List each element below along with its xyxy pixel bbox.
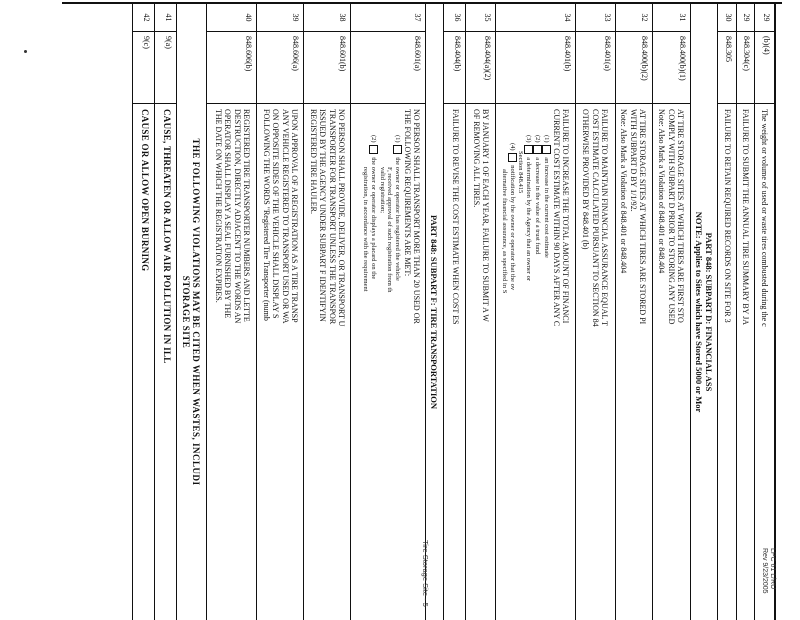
row-text xyxy=(207,104,256,620)
row-text xyxy=(466,104,495,620)
option-text: F, received approval of such registration from th xyxy=(386,167,394,293)
row-section: 848.606(b) xyxy=(207,32,256,104)
row-line: ANY VEHICLE REGISTERED TO TRANSPORT USED OR WA xyxy=(280,109,290,324)
part-d-note: NOTE: Applies to Sites which have Stored 5000 or Mor xyxy=(694,211,704,413)
row-text: CAUSE OR ALLOW OPEN BURNING xyxy=(140,109,150,272)
closing-banner-line: THE FOLLOWING VIOLATIONS MAY BE CITED WHEN WASTES, INCLUDI xyxy=(191,138,201,486)
option-line xyxy=(369,109,378,620)
option-text: notification by the owner or operator that the ov xyxy=(508,165,516,291)
option-line xyxy=(542,109,551,620)
form-revision: Rev 9/23/2005 xyxy=(761,548,768,594)
row-line: REGISTERED TIRE HAULER. xyxy=(309,109,319,214)
table-row xyxy=(132,4,154,620)
row-text: CAUSE, THREATEN OR ALLOW AIR POLLUTION IN ILL xyxy=(162,109,172,364)
row-line: REGISTERED TIRE TRANSPORTER NUMBERS AND LETTE xyxy=(242,109,251,322)
table-row xyxy=(154,4,176,620)
option-label: (1) xyxy=(394,135,402,143)
checkbox[interactable] xyxy=(369,145,378,154)
row-number: 33 xyxy=(576,4,615,32)
row-number: 35 xyxy=(466,4,495,32)
part-d-banner xyxy=(690,4,717,620)
row-text: FAILURE TO RETAIN REQUIRED RECORDS ON SITE FOR 3 xyxy=(723,109,732,323)
row-line: UPON APPROVAL OF A REGISTRATION AS A TIRE TRANSP xyxy=(290,109,299,323)
row-number: 40 xyxy=(207,4,256,32)
row-line: Note: Also Mark a Violation of 848.401 or 848.404 xyxy=(619,109,629,274)
row-text xyxy=(576,104,615,620)
option-label: (2) xyxy=(534,135,542,143)
row-number: 32 xyxy=(616,4,652,32)
option-label: (2) xyxy=(370,135,378,143)
row-section: 848.601(a) xyxy=(351,32,425,104)
option-text: alternative financial assurance, as specified in S xyxy=(500,169,508,294)
table-row xyxy=(256,4,303,620)
row-section: 848.305 xyxy=(718,32,736,104)
table-row xyxy=(736,4,754,620)
table-row xyxy=(495,4,575,620)
row-text xyxy=(351,104,425,620)
table-row xyxy=(754,4,774,620)
row-line: COMPLY WITH SUBPART D PRIOR TO STORING ANY USED xyxy=(666,109,676,325)
row-section: 9(c) xyxy=(133,32,154,104)
part-f-title: PART 848: SUBPART F: TIRE TRANSPORTATION xyxy=(429,214,439,410)
row-line: CURRENT COST ESTIMATE WITHIN 90 DAYS AFTER ANY C xyxy=(551,109,561,327)
option-text: an increase in the current cost estimate xyxy=(543,157,551,258)
row-line: THE DATE ON WHICH THE REGISTRATION EXPIRES. xyxy=(214,109,224,303)
option-text: valid registration; xyxy=(378,167,386,214)
table-row xyxy=(652,4,690,620)
option-text: registration, in accordance with the requirement xyxy=(362,167,370,292)
row-number: 37 xyxy=(351,4,425,32)
row-text: The weight or volume of used or waste tires combusted during the c xyxy=(760,109,769,327)
option-text: a decrease in the value of a trust fund xyxy=(534,157,542,255)
row-line: FAILURE TO MAINTAIN FINANCIAL ASSURANCE EQUAL T xyxy=(600,109,609,326)
row-line: OF REMOVING ALL TIRES. xyxy=(471,109,481,208)
row-section: 848.401(b) xyxy=(496,32,575,104)
form-identifier xyxy=(760,548,776,594)
row-line: AT TIRE STORAGE SITES AT WHICH TIRES ARE STORED PI xyxy=(638,109,647,325)
row-line: Note: Also Mark a Violation of 848.401 or 848.404 xyxy=(657,109,667,274)
row-section: 848.404(b) xyxy=(444,32,465,104)
row-line: NO PERSON SHALL PROVIDE, DELIVER, OR TRANSPORT U xyxy=(337,109,346,327)
part-f-banner xyxy=(425,4,443,620)
table-top-rule xyxy=(774,4,782,620)
checkbox[interactable] xyxy=(508,153,517,162)
row-number: 39 xyxy=(257,4,303,32)
table-row xyxy=(615,4,652,620)
row-text xyxy=(444,104,465,620)
row-section: (b)(4) xyxy=(755,32,774,104)
row-line: COST ESTIMATE CALCULATED PURSUANT TO SECTION 84 xyxy=(590,109,600,327)
row-line: THE FOLLOWING REQUIREMENTS ARE MET: xyxy=(402,109,412,277)
row-section: 848.404(a)(2) xyxy=(466,32,495,104)
row-section: 9(a) xyxy=(155,32,176,104)
option-line xyxy=(508,109,517,620)
form-id: LPC 61 L/RU xyxy=(769,548,776,590)
closing-banner xyxy=(176,4,206,620)
row-line: FOLLOWING THE WORDS "Registered Tire Transporter (numb xyxy=(262,109,272,321)
row-section: 848.401(a) xyxy=(576,32,615,104)
row-text xyxy=(257,104,303,620)
option-line xyxy=(362,109,370,620)
row-line: AT TIRE STORAGE SITES AT WHICH TIRES ARE FIRST STO xyxy=(676,109,685,323)
option-label: (3) xyxy=(525,135,533,143)
row-text: FAILURE TO SUBMIT THE ANNUAL TIRE SUMMARY BY JA xyxy=(741,109,750,326)
row-section: 848.606(a) xyxy=(257,32,303,104)
table-row xyxy=(303,4,350,620)
row-text xyxy=(616,104,652,620)
checkbox[interactable] xyxy=(393,145,402,154)
closing-banner-line: STORAGE SITE xyxy=(181,275,191,349)
row-line: FAILURE TO INCREASE THE TOTAL AMOUNT OF FINANCI xyxy=(561,109,570,324)
row-line: BY JANUARY 1 OF EACH YEAR, FAILURE TO SUBMIT A W xyxy=(481,109,490,322)
row-line: ON OPPOSITE SIDES OF THE VEHICLE SHALL DISPLAY S xyxy=(271,109,281,319)
table-row xyxy=(575,4,615,620)
row-section: 848.304(c) xyxy=(737,32,754,104)
table-row xyxy=(206,4,256,620)
option-line xyxy=(386,109,394,620)
option-line xyxy=(533,109,542,620)
scan-speck xyxy=(24,50,27,53)
checkbox[interactable] xyxy=(533,145,542,154)
row-text xyxy=(496,104,575,620)
row-section: 848.400(b)(2) xyxy=(616,32,652,104)
option-line xyxy=(524,109,533,620)
option-text: a determination by the Agency that an owner or xyxy=(525,157,533,282)
option-line xyxy=(500,109,508,620)
row-section: 848.601(b) xyxy=(304,32,350,104)
row-text xyxy=(304,104,350,620)
option-line xyxy=(517,109,525,620)
table-row xyxy=(465,4,495,620)
row-line: FAILURE TO REVISE THE COST ESTIMATE WHEN COST ES xyxy=(451,109,460,325)
row-line: OPERATOR SHALL DISPLAY A SEAL FURNISHED BY THE xyxy=(223,109,233,319)
option-text: Section 848.415 xyxy=(517,151,525,194)
row-number: 29 xyxy=(755,4,774,32)
row-number: 38 xyxy=(304,4,350,32)
checkbox[interactable] xyxy=(542,145,551,154)
row-number: 31 xyxy=(653,4,690,32)
row-number: 41 xyxy=(155,4,176,32)
part-d-title: PART 848: SUBPART D: FINANCIAL ASS xyxy=(704,232,714,392)
row-number: 34 xyxy=(496,4,575,32)
row-line: TRANSPORTER FOR TRANSPORT UNLESS THE TRANSPOR xyxy=(327,109,337,325)
row-number: 29 xyxy=(737,4,754,32)
row-number: 36 xyxy=(444,4,465,32)
row-line: WITH SUBPART D BY 1/1/92. xyxy=(628,109,638,212)
violation-table xyxy=(62,2,782,620)
row-section: 848.400(b)(1) xyxy=(653,32,690,104)
row-text xyxy=(653,104,690,620)
option-text: the owner or operator has registered the vehicle xyxy=(394,157,402,281)
row-number: 30 xyxy=(718,4,736,32)
row-line: OTHERWISE PROVIDED BY 848.401 (b) xyxy=(581,109,591,250)
checkbox[interactable] xyxy=(524,145,533,154)
row-line: DESTRUCTION, DIRECTLY ADJACENT TO THE WORDS AN xyxy=(232,109,242,324)
option-text: the owner or operator displays a placard on the xyxy=(370,157,378,280)
option-line xyxy=(378,109,386,620)
table-row xyxy=(717,4,736,620)
row-line: NO PERSON SHALL TRANSPORT MORE THAN 20 USED OR xyxy=(412,109,421,324)
option-label: (1) xyxy=(543,135,551,143)
option-line xyxy=(393,109,402,620)
page-label: Tire Storage Site - 5 xyxy=(421,540,430,607)
row-line: ISSUED BY THE AGENCY UNDER SUBPART F IDENTIFYIN xyxy=(318,109,328,322)
row-number: 42 xyxy=(133,4,154,32)
table-row xyxy=(443,4,465,620)
option-label: (4) xyxy=(508,143,516,151)
table-row xyxy=(350,4,425,620)
